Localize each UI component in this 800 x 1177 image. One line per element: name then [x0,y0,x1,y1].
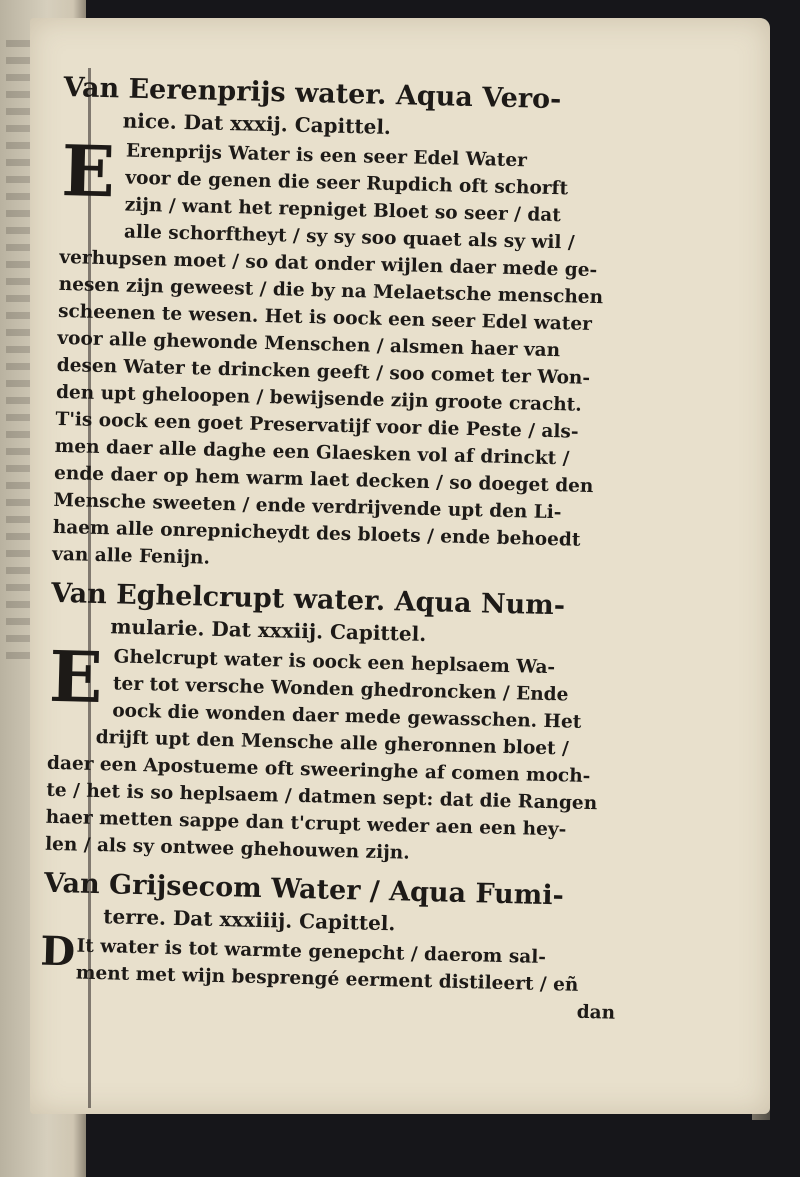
chapter-33-subheading: mularie. Dat xxxiij. Capittel. [110,614,427,647]
text-line: te / het is so heplsaem / datmen sept: dat die Rangen [46,779,598,815]
text-line: nesen zijn geweest / die by na Melaetsche menschen [58,273,604,309]
text-line: den upt gheloopen / bewijsende zijn groote cracht. [55,381,582,416]
text-line: desen Water te drincken geeft / soo comet ter Won- [56,354,591,389]
text-line: van alle Fenijn. [51,543,211,569]
text-line: Mensche sweeten / ende verdrijvende upt den Li- [53,489,562,524]
text-line: ende daer op hem warm laet decken / so doeget den [53,462,594,498]
printed-text [41,70,664,1035]
text-line: drijft upt den Mensche alle gheronnen bloet / [95,726,570,760]
decorated-initial-e: E [60,128,116,214]
text-line: haem alle onrepnicheydt des bloets / ende behoedt [52,516,581,551]
chapter-34 [41,866,644,1028]
text-line: Erenprijs Water is een seer Edel Water [125,140,528,172]
catchword: dan [576,1001,616,1024]
chapter-34-body [39,927,643,1028]
text-line: scheenen te wesen. Het is oock een seer Edel water [57,300,593,335]
text-line: len / als sy ontwee ghehouwen zijn. [44,833,410,864]
text-line: zijn / want het repniget Bloet so seer / dat [124,194,562,227]
text-line: ment met wijn besprengé eerment distileert / eñ [75,962,579,996]
chapter-34-heading: Van Grijsecom Water / Aqua Fumi- [43,867,565,912]
chapter-33-body [44,634,650,873]
chapter-32 [52,70,664,583]
text-line: T'is oock een goet Preservatijf voor die Peste / als- [55,408,579,443]
chapter-32-subheading: nice. Dat xxxij. Capittel. [122,108,392,140]
text-line: haer metten sappe dan t'crupt weder aen een hey- [45,806,567,841]
chapter-32-body [51,128,662,583]
text-line: alle schorftheyt / sy sy soo quaet als sy wil / [123,221,575,254]
text-line: men daer alle daghe een Glaesken vol af drinckt / [54,435,570,470]
text-line: voor de genen die seer Rupdich oft schorft [125,167,569,200]
chapter-33-heading: Van Eghelcrupt water. Aqua Num- [50,577,566,622]
decorated-initial-e: E [48,634,104,720]
chapter-34-subheading: terre. Dat xxxiiij. Capittel. [103,904,396,936]
text-line: voor alle ghewonde Menschen / alsmen haer van [57,327,561,362]
text-line: daer een Apostueme oft sweeringhe af comen moch- [46,752,591,788]
text-line: ter tot versche Wonden ghedroncken / Ende [112,673,569,706]
text-line: verhupsen moet / so dat onder wijlen daer mede ge- [59,246,598,282]
chapter-33 [45,576,652,873]
text-line: Ghelcrupt water is oock een heplsaem Wa- [113,646,556,679]
text-line: It water is tot warmte genepcht / daerom sal- [76,935,547,969]
chapter-32-heading: Van Eerenprijs water. Aqua Vero- [63,71,562,116]
text-line: oock die wonden daer mede gewasschen. Het [112,700,582,733]
decorated-initial-d: D [39,927,76,976]
